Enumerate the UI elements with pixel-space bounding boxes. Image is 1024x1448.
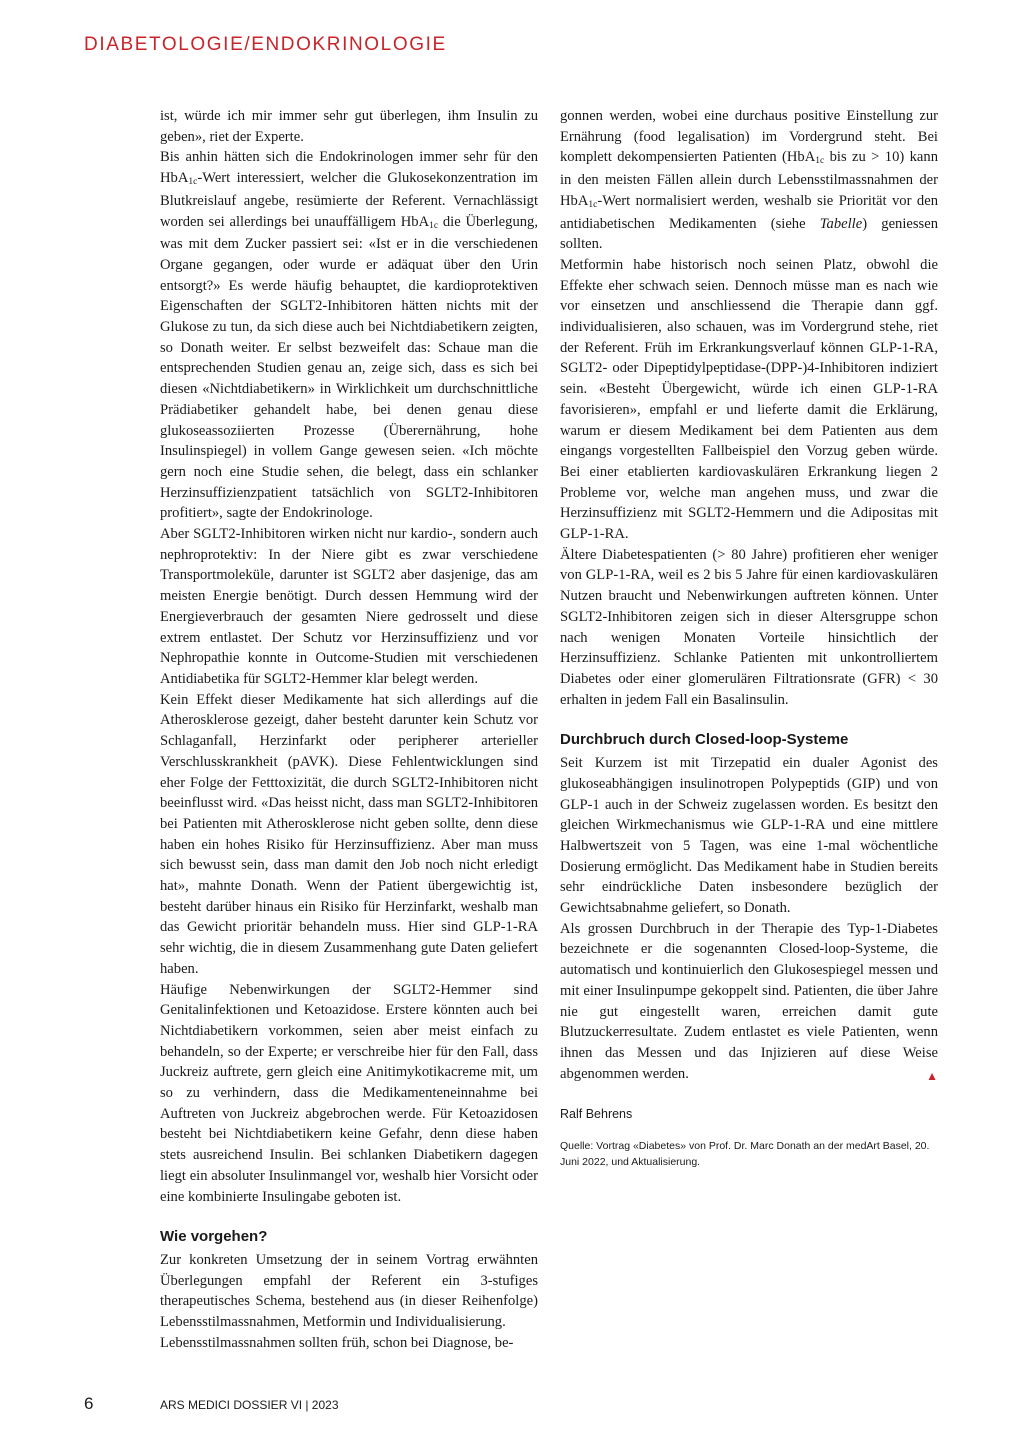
subheading: Wie vorgehen? (160, 1228, 268, 1246)
page-number: 6 (84, 1394, 94, 1413)
paragraph: Häufige Nebenwirkungen der SGLT2-Hemmer sind Genitalinfektionen und Ketoazidose. Erstere könnten auch bei Nichtdiabetikern vorkommen, seien aber meist einfach zu behandeln, so der Experte; er verschreibe hier für den Fall, dass Juckreiz auftrete, gern gleich eine Anitimykotikacreme mit, um so zu verhindern, dass die Medikamenteneinnahme bei Auftreten von Juckreiz abgebrochen werde. Für Ketoazidosen besteht bei Nichtdiabetikern keine Gefahr, denn diese haben stets ausreichend Insulin. Bei schlanken Diabetikern dagegen liegt ein absoluter Insulinmangel vor, weshalb hier Vorsicht oder eine kombinierte Insulingabe geboten ist. (160, 981, 538, 1205)
paragraph: Metformin habe historisch noch seinen Platz, obwohl die Effekte eher schwach seien. Dennoch müsse man es nach wie vor einsetzen und anschliessend die Therapie dann ggf. individualisieren, also schauen, was im Vordergrund stehe, riet der Referent. Früh im Erkrankungsverlauf können GLP-1-RA, SGLT2- oder Dipeptidylpeptidase-(DPP-)4-Inhibitoren indiziert sein. «Besteht Übergewicht, würde ich einen GLP-1-RA favorisieren», empfahl er und lieferte damit die Erklärung, warum er diesem Medikament bei dem Patienten aus dem eingangs vorgestellten Fallbeispiel den Vorzug geben würde. Bei einer etablierten kardiovaskulären Erkrankung liegen 2 Probleme vor, welche man angehen muss, und zwar die Herzinsuffizienz mit SGLT2-Hemmern und die Adipositas mit GLP-1-RA. (560, 256, 938, 543)
table-reference: Tabelle (819, 215, 863, 232)
paragraph: Lebensstilmassnahmen sollten früh, schon bei Diagnose, be- (160, 1334, 514, 1351)
paragraph: Ältere Diabetespatienten (> 80 Jahre) profitieren eher weniger von GLP-1-RA, weil es 2 bis 5 Jahre für einen kardiovaskulären Nutzen braucht und Nebenwirkungen auftreten können. Unter SGLT2-Inhibitoren zeigen sich in dieser Altersgruppe schon nach wenigen Monaten Vorteile hinsichtlich der Herzinsuffizienz. Schlanke Patienten mit unkontrolliertem Diabetes oder einer glomerulären Filtrationsrate (GFR) < 30 erhalten in jedem Fall ein Basalinsulin. (560, 546, 938, 708)
subheading: Durchbruch durch Closed-loop-Systeme (560, 731, 849, 749)
paragraph: Seit Kurzem ist mit Tirzepatid ein dualer Agonist des glukoseabhängigen insulinotropen Polypeptids (GIP) und von GLP-1 auch in der Schweiz zugelassen worden. Es besitzt den gleichen Wirkmechanismus wie GLP-1-RA und eine mittlere Halbwertszeit von 5 Tagen, was eine 1-mal wöchentliche Dosierung ermöglicht. Das Medikament habe in Studien bereits sehr eindrückliche Daten insbesondere bezüglich der Gewichtsabnahme geliefert, so Donath. (560, 755, 938, 917)
paragraph: Kein Effekt dieser Medikamente hat sich allerdings auf die Atherosklerose gezeigt, daher besteht darunter kein Schutz vor Schlaganfall, Herzinfarkt oder peripherer arterieller Verschlusskrankheit (pAVK). Diese Fehlentwicklungen sind eher Folge der Fetttoxizität, die durch SGLT2-Inhibitoren nicht beeinflusst wird. «Das heisst nicht, dass man SGLT2-Inhibitoren bei Patienten mit Atherosklerose nicht geben sollte, denn diese haben ein hohes Risiko für Herzinsuffizienz. Aber man muss sich bewusst sein, dass man damit den Job noch nicht erledigt hat», mahnte Donath. Wenn der Patient übergewichtig ist, besteht darüber hinaus ein Risiko für Herzinfarkt, weshalb man das Gewicht prioritär behandeln muss. Hier sind GLP-1-RA sehr wichtig, die in diesem Zusammenhang gute Daten geliefert haben. (160, 691, 538, 977)
end-of-article-icon: ▲ (926, 1068, 938, 1083)
paragraph: Zur konkreten Umsetzung der in seinem Vortrag erwähnten Überlegungen empfahl der Referent ein 3-stufiges therapeutisches Schema, bestehend aus (in dieser Reihenfolge) Lebensstilmassnahmen, Metformin und Individualisierung. (160, 1251, 538, 1331)
paragraph: Aber SGLT2-Inhibitoren wirken nicht nur kardio-, sondern auch nephroprotektiv: In der Niere gibt es zwar verschiedene Transportmoleküle, darunter ist SGLT2 aber dasjenige, das am meisten Energie benötigt. Durch dessen Hemmung wird der Energieverbrauch der gesamten Niere gedrosselt und diese extrem entlastet. Der Schutz vor Herzinsuffizienz und vor Nephropathie konnte in Outcome-Studien mit verschiedenen Antidiabetika für SGLT2-Hemmer klar belegt werden. (160, 526, 538, 687)
section-header: DIABETOLOGIE/ENDOKRINOLOGIE (84, 34, 447, 55)
paragraph: ist, würde ich mir immer sehr gut überlegen, ihm Insulin zu geben», riet der Experte. (160, 108, 538, 145)
article-column-left (160, 106, 538, 1353)
journal-footer: ARS MEDICI DOSSIER VI | 2023 (160, 1398, 339, 1412)
article-column-right (560, 106, 938, 1170)
paragraph: gonnen werden, wobei eine durchaus positive Einstellung zur Ernährung (food legalisation) im Vordergrund steht. Bei komplett dekompensierten Patienten (HbA1c bis zu > 10) kann in den meisten Fällen allein durch Lebensstilmassnahmen der HbA1c-Wert normalisiert werden, weshalb sie Priorität vor den antidiabetischen Medikamenten (siehe Tabelle) geniessen sollten. (560, 108, 939, 253)
paragraph: Bis anhin hätten sich die Endokrinologen immer sehr für den HbA1c-Wert interessiert, welcher die Glukosekonzentration im Blutkreislauf angebe, resümierte der Referent. Vernachlässigt worden sei allerdings bei unauffälligem HbA1c die Überlegung, was mit dem Zucker passiert sei: «Ist er in die verschiedenen Organe gegangen, oder wurde er adäquat über den Urin entsorgt?» Es werde häufig behauptet, die kardioprotektiven Eigenschaften der SGLT2-Inhibitoren hätten nichts mit der Glukose zu tun, da sich diese auch bei Nichtdiabetikern zeigten, so Donath weiter. Er selbst bezweifelt das: Schaue man die entsprechenden Studien genau an, zeige sich, dass es sich bei diesen «Nichtdiabetikern» in Wirklichkeit um durchschnittliche Prädiabetiker gehandelt habe, bei denen genau diese glukoseassoziierten Prozesse (Überernährung, hohe Insulinspiegel) in vollem Gange gewesen seien. «Ich möchte gern noch eine Studie sehen, die belegt, dass ein schlanker Herzinsuffizienzpatient tatsächlich von SGLT2-Inhibitoren profitiert», sagte der Endokrinologe. (160, 149, 538, 522)
author-name: Ralf Behrens (560, 1107, 633, 1122)
paragraph: Als grossen Durchbruch in der Therapie des Typ-1-Diabetes bezeichnete er die sogenannten Closed-loop-Systeme, die automatisch und kontinuierlich den Glukosespiegel messen und mit einer Insulinpumpe gekoppelt sind. Patienten, die über Jahre nie gut eingestellt waren, erreichen damit gute Blutzuckerresultate. Zudem entlastet es viele Patienten, wenn ihnen das Messen und das Injizieren auf diese Weise abgenommen werden. ▲ (560, 919, 938, 1085)
source-note: Quelle: Vortrag «Diabetes» von Prof. Dr. Marc Donath an der medArt Basel, 20. Juni 2022, und Aktualisierung. (560, 1140, 930, 1168)
